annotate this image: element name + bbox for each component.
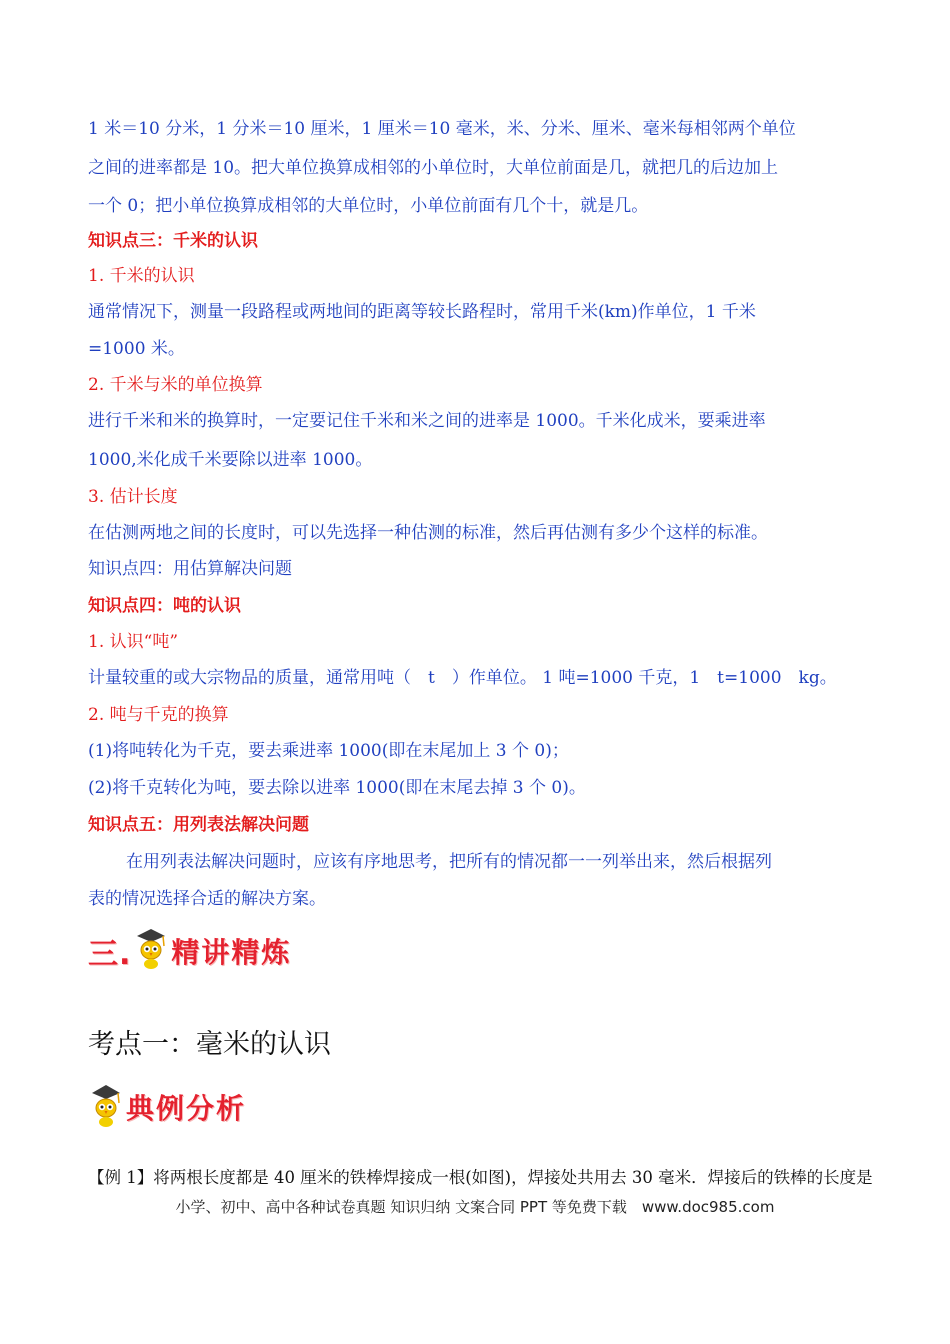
section-heading-list: 知识点五：用列表法解决问题	[88, 815, 309, 835]
banner-number: 三.	[88, 937, 132, 972]
banner-title: 典例分析	[126, 1092, 247, 1125]
paragraph-line: =1000 米。	[88, 339, 185, 359]
subheading: 2. 千米与米的单位换算	[88, 375, 263, 395]
owl-mascot-icon	[133, 926, 169, 970]
section-banner-example	[88, 1082, 246, 1132]
banner-title: 精讲精炼	[171, 936, 292, 969]
paragraph-line: 知识点四：用估算解决问题	[88, 559, 292, 579]
section-banner-practice	[88, 926, 291, 976]
section-heading-km: 知识点三：千米的认识	[88, 231, 258, 251]
subheading: 3. 估计长度	[88, 487, 178, 507]
paragraph-line: (2)将千克转化为吨，要去除以进率 1000(即在末尾去掉 3 个 0)。	[88, 778, 586, 798]
paragraph-line: (1)将吨转化为千克，要去乘进率 1000(即在末尾加上 3 个 0)；	[88, 741, 569, 761]
paragraph-line: 通常情况下，测量一段路程或两地间的距离等较长路程时，常用千米(km)作单位，1 千米	[88, 302, 756, 322]
example-problem: 【例 1】将两根长度都是 40 厘米的铁棒焊接成一根(如图)，焊接处共用去 30 毫米．焊接后的铁棒的长度是	[88, 1168, 873, 1187]
paragraph-line: 1 米＝10 分米，1 分米＝10 厘米，1 厘米＝10 毫米，米、分米、厘米、毫米每相邻两个单位	[88, 119, 796, 139]
paragraph-line: 在用列表法解决问题时，应该有序地思考，把所有的情况都一一列举出来，然后根据列	[126, 852, 772, 872]
paragraph-line: 在估测两地之间的长度时，可以先选择一种估测的标准，然后再估测有多少个这样的标准。	[88, 523, 768, 543]
page-footer: 小学、初中、高中各种试卷真题 知识归纳 文案合同 PPT 等免费下载 www.doc985.com	[175, 1198, 775, 1216]
owl-mascot-icon	[88, 1081, 124, 1129]
paragraph-line: 1000,米化成千米要除以进率 1000。	[88, 450, 373, 470]
paragraph-line: 计量较重的或大宗物品的质量，通常用吨（ t ）作单位。 1 吨=1000 千克，1 t=1000 kg。	[88, 668, 837, 688]
subheading: 1. 认识“吨”	[88, 632, 179, 652]
subheading: 1. 千米的认识	[88, 266, 195, 286]
paragraph-line: 一个 0；把小单位换算成相邻的大单位时，小单位前面有几个十，就是几。	[88, 196, 649, 216]
subheading: 2. 吨与千克的换算	[88, 705, 229, 725]
topic-heading: 考点一：毫米的认识	[88, 1029, 331, 1060]
paragraph-line: 表的情况选择合适的解决方案。	[88, 889, 326, 909]
section-heading-ton: 知识点四：吨的认识	[88, 596, 241, 616]
paragraph-line: 进行千米和米的换算时，一定要记住千米和米之间的进率是 1000。千米化成米，要乘进率	[88, 411, 766, 431]
paragraph-line: 之间的进率都是 10。把大单位换算成相邻的小单位时，大单位前面是几，就把几的后边加上	[88, 158, 779, 178]
